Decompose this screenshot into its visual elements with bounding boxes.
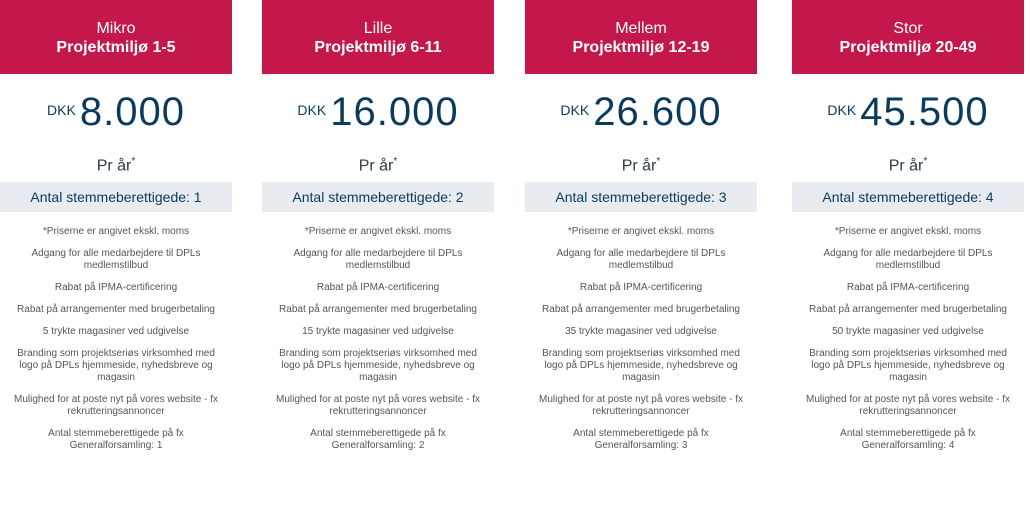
plan-header (0, 0, 232, 74)
feature-item: Rabat på arrangementer med brugerbetaling (809, 304, 1007, 315)
feature-item: Antal stemmeberettigede på fx Generalforsamling: 4 (840, 428, 976, 451)
plan-title: Projektmiljø 1-5 (56, 39, 176, 56)
feature-item: Branding som projektseriøs virksomhed med logo på DPLs hjemmeside, nyhedsbreve og magasin (542, 348, 740, 383)
period-footnote-mark: * (923, 156, 928, 167)
feature-item: Branding som projektseriøs virksomhed med logo på DPLs hjemmeside, nyhedsbreve og magasin (279, 348, 477, 383)
voting-rights-bar: Antal stemmeberettigede: 4 (792, 182, 1024, 212)
feature-item: Adgang for alle medarbejdere til DPLs medlemstilbud (293, 248, 463, 271)
price-currency: DKK (297, 102, 327, 118)
feature-item: *Priserne er angivet ekskl. moms (567, 226, 715, 237)
feature-item: 50 trykte magasiner ved udgivelse (832, 326, 984, 337)
feature-list (0, 226, 232, 452)
price-period (525, 150, 757, 174)
price-period (0, 150, 232, 174)
feature-item: Rabat på IPMA-certificering (316, 282, 440, 293)
feature-item: Antal stemmeberettigede på fx Generalforsamling: 3 (573, 428, 709, 451)
plan-card-mikro (0, 0, 232, 518)
plan-title: Projektmiljø 6-11 (314, 39, 442, 56)
feature-item: Rabat på arrangementer med brugerbetaling (542, 304, 740, 315)
period-label: Pr år (621, 157, 657, 175)
feature-item: Mulighed for at poste nyt på vores website - fx rekrutteringsannoncer (14, 394, 218, 417)
price (0, 88, 232, 150)
plan-header (792, 0, 1024, 74)
feature-item: Rabat på arrangementer med brugerbetaling (279, 304, 477, 315)
feature-item: Rabat på arrangementer med brugerbetaling (17, 304, 215, 315)
feature-item: Adgang for alle medarbejdere til DPLs medlemstilbud (823, 248, 993, 271)
price-amount: 16.000 (330, 90, 459, 134)
period-label: Pr år (96, 157, 132, 175)
feature-item: Mulighed for at poste nyt på vores website - fx rekrutteringsannoncer (276, 394, 480, 417)
price-amount: 8.000 (79, 90, 185, 134)
plan-tier: Lille (363, 20, 393, 37)
voting-rights-bar: Antal stemmeberettigede: 3 (525, 182, 757, 212)
plan-header (262, 0, 494, 74)
period-label: Pr år (358, 157, 394, 175)
feature-item: Rabat på IPMA-certificering (846, 282, 970, 293)
price-currency: DKK (827, 102, 857, 118)
feature-item: Adgang for alle medarbejdere til DPLs medlemstilbud (556, 248, 726, 271)
feature-item: 35 trykte magasiner ved udgivelse (565, 326, 717, 337)
feature-item: Antal stemmeberettigede på fx Generalforsamling: 2 (310, 428, 446, 451)
period-footnote-mark: * (393, 156, 398, 167)
voting-rights-bar: Antal stemmeberettigede: 2 (262, 182, 494, 212)
feature-item: Adgang for alle medarbejdere til DPLs medlemstilbud (31, 248, 201, 271)
price-currency: DKK (47, 102, 76, 118)
price (525, 88, 757, 150)
price-amount: 45.500 (860, 90, 989, 134)
feature-item: 5 trykte magasiner ved udgivelse (42, 326, 190, 337)
price (262, 88, 494, 150)
voting-rights-bar: Antal stemmeberettigede: 1 (0, 182, 232, 212)
feature-item: *Priserne er angivet ekskl. moms (304, 226, 452, 237)
plan-card-mellem (525, 0, 757, 518)
feature-list (262, 226, 494, 452)
feature-item: Rabat på IPMA-certificering (579, 282, 703, 293)
plan-card-lille (262, 0, 494, 518)
feature-item: Branding som projektseriøs virksomhed med logo på DPLs hjemmeside, nyhedsbreve og magasin (809, 348, 1007, 383)
plan-tier: Stor (893, 20, 923, 37)
price (792, 88, 1024, 150)
feature-item: 15 trykte magasiner ved udgivelse (302, 326, 454, 337)
price-amount: 26.600 (593, 90, 722, 134)
feature-list (525, 226, 757, 452)
plan-tier: Mellem (615, 20, 667, 37)
plan-tier: Mikro (96, 20, 136, 37)
period-footnote-mark: * (656, 156, 661, 167)
feature-item: Branding som projektseriøs virksomhed med logo på DPLs hjemmeside, nyhedsbreve og magasin (17, 348, 215, 383)
feature-item: Mulighed for at poste nyt på vores website - fx rekrutteringsannoncer (806, 394, 1010, 417)
plan-title: Projektmiljø 20-49 (839, 39, 977, 56)
plan-title: Projektmiljø 12-19 (572, 39, 710, 56)
feature-item: *Priserne er angivet ekskl. moms (42, 226, 190, 237)
feature-item: Mulighed for at poste nyt på vores website - fx rekrutteringsannoncer (539, 394, 743, 417)
plan-header (525, 0, 757, 74)
feature-item: Antal stemmeberettigede på fx Generalforsamling: 1 (48, 428, 184, 451)
period-label: Pr år (888, 157, 924, 175)
feature-item: Rabat på IPMA-certificering (54, 282, 178, 293)
feature-list (792, 226, 1024, 452)
price-period (262, 150, 494, 174)
price-currency: DKK (560, 102, 590, 118)
price-period (792, 150, 1024, 174)
period-footnote-mark: * (131, 156, 136, 167)
feature-item: *Priserne er angivet ekskl. moms (834, 226, 982, 237)
plan-card-stor (792, 0, 1024, 518)
